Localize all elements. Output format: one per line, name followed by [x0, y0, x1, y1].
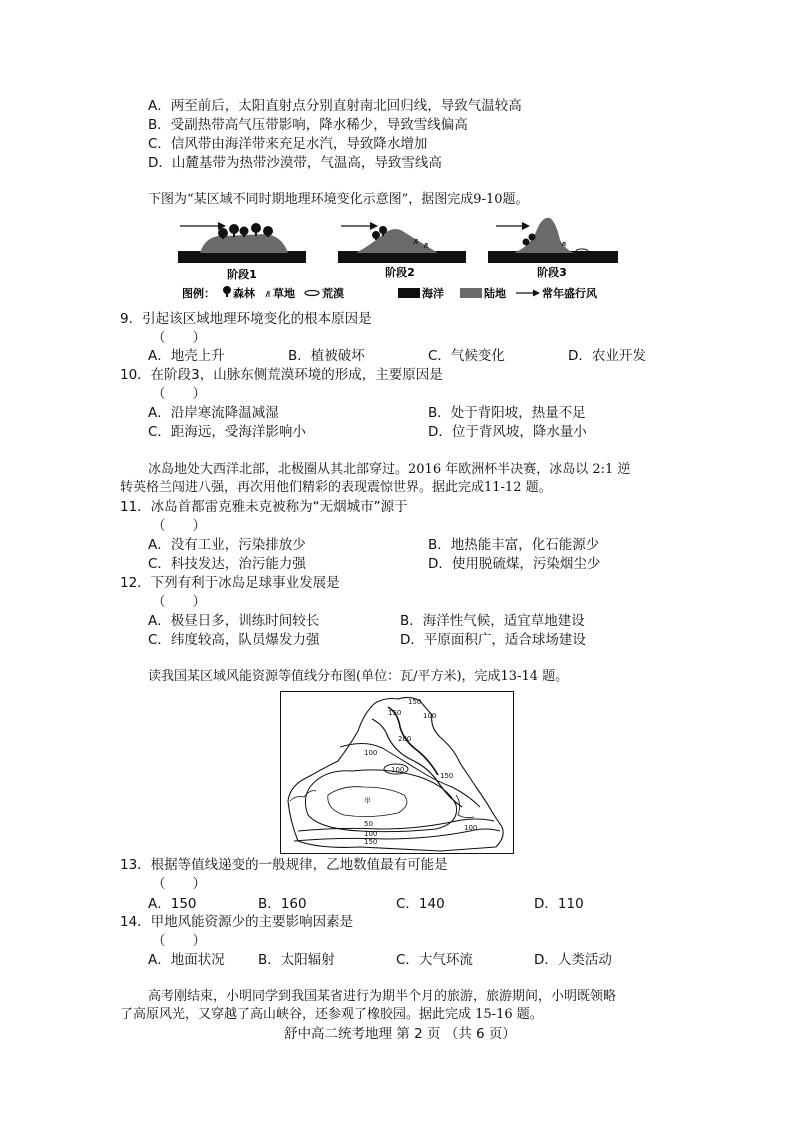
label-100-closed: 100	[391, 766, 405, 774]
q13-option-d: D．110	[534, 896, 584, 912]
q10-answer-bracket[interactable]: （ ）	[152, 386, 206, 402]
wind-arrow-head	[522, 222, 530, 230]
q10-stem: 10．在阶段3，山脉东侧荒漠环境的形成，主要原因是	[120, 367, 443, 383]
label-150-left: 150	[388, 709, 402, 717]
q9-option-a: A．地壳上升	[148, 348, 225, 364]
q14-option-b: B．太阳辐射	[258, 952, 335, 968]
q13-option-b: B．160	[258, 896, 307, 912]
q10-option-c: C．距海远，受海洋影响小	[148, 424, 306, 440]
q9-option-d: D．农业开发	[568, 348, 646, 364]
q10-option-b: B．处于背阳坡，热量不足	[428, 405, 586, 421]
intro-11-12-line1: 冰岛地处大西洋北部，北极圈从其北部穿过。2016 年欧洲杯半决赛，冰岛以 2:1 逆	[148, 462, 631, 477]
label-jia: 甲	[364, 797, 371, 805]
land-legend-icon	[460, 288, 482, 298]
q13-option-a: A．150	[148, 896, 197, 912]
legend-title: 图例：	[182, 287, 215, 300]
q11-answer-bracket[interactable]: （ ）	[152, 518, 206, 534]
forest-legend-icon	[223, 286, 231, 297]
q12-option-c: C．纬度较高，队员爆发力强	[148, 632, 320, 648]
q9-answer-bracket[interactable]: （ ）	[152, 330, 206, 346]
intro-11-12-line2: 转英格兰闯进八强，再次用他们精彩的表现震惊世界。据此完成11-12 题。	[120, 480, 552, 495]
label-100-south: 100	[364, 830, 378, 838]
q14-option-a: A．地面状况	[148, 952, 225, 968]
wind-arrow-head	[370, 222, 378, 230]
q12-answer-bracket[interactable]: （ ）	[152, 594, 206, 610]
q8-option-a: A．两至前后，太阳直射点分别直射南北回归线，导致气温较高	[148, 98, 522, 114]
q9-option-c: C．气候变化	[428, 348, 505, 364]
intro-15-16-line2: 了高原风光，又穿越了高山峡谷，还参观了橡胶园。据此完成 15-16 题。	[120, 1007, 543, 1022]
intro-15-16-line1: 高考刚结束，小明同学到我国某省进行为期半个月的旅游，旅游期间，小明既领略	[148, 989, 617, 1004]
stage-3-figure	[488, 218, 618, 263]
wind-legend-arrowhead	[533, 290, 540, 297]
legend-forest: 森林	[233, 287, 255, 300]
label-100-west: 100	[364, 749, 378, 757]
legend-wind: 常年盛行风	[542, 287, 597, 300]
label-50: 50	[364, 820, 373, 828]
legend-desert: 荒漠	[322, 287, 344, 300]
q12-stem: 12．下列有利于冰岛足球事业发展是	[120, 575, 340, 591]
ocean-legend-icon	[398, 288, 420, 298]
page-footer: 舒中高二统考地理 第 2 页 （共 6 页）	[284, 1026, 516, 1042]
q8-option-d: D．山麓基带为热带沙漠带，气温高，导致雪线高	[148, 155, 442, 171]
mountain-mass	[356, 229, 438, 253]
q10-option-d: D．位于背风坡，降水量小	[428, 424, 587, 440]
legend-grass: 草地	[273, 287, 295, 300]
q13-option-c: C．140	[396, 896, 445, 912]
q10-option-a: A．沿岸寒流降温减湿	[148, 405, 279, 421]
grass-legend-icon	[266, 291, 269, 297]
q13-answer-bracket[interactable]: （ ）	[152, 876, 206, 892]
stage-2-figure	[338, 222, 466, 263]
q11-option-a: A．没有工业，污染排放少	[148, 537, 306, 553]
stage-diagram	[176, 214, 620, 304]
intro-9-10: 下图为“某区域不同时期地理环境变化示意图”，据图完成9-10题。	[148, 192, 529, 207]
stage-1-figure	[178, 222, 306, 263]
label-150-east: 150	[440, 772, 454, 780]
q9-stem: 9．引起该区域地理环境变化的根本原因是	[120, 311, 372, 327]
q13-stem: 13．根据等值线递变的一般规律，乙地数值最有可能是	[120, 857, 448, 873]
q11-option-d: D．使用脱硫煤，污染烟尘少	[428, 556, 601, 572]
q14-option-d: D．人类活动	[534, 952, 612, 968]
label-150-top: 150	[408, 698, 422, 706]
intro-13-14: 读我国某区域风能资源等值线分布图(单位：瓦/平方米)，完成13-14 题。	[148, 669, 569, 684]
legend	[182, 286, 598, 300]
stage-2-label: 阶段2	[385, 266, 415, 279]
q8-option-c: C．信风带由海洋带来充足水汽，导致降水增加	[148, 136, 428, 152]
q9-option-b: B．植被破坏	[288, 348, 365, 364]
desert-legend-icon	[305, 291, 319, 296]
label-100-top: 100	[423, 712, 437, 720]
q12-option-b: B．海洋性气候，适宜草地建设	[400, 613, 585, 629]
q12-option-d: D．平原面积广，适合球场建设	[400, 632, 586, 648]
q14-stem: 14．甲地风能资源少的主要影响因素是	[120, 914, 354, 930]
stage-1-label: 阶段1	[227, 268, 257, 281]
q11-stem: 11．冰岛首都雷克雅未克被称为“无烟城市”源于	[120, 499, 408, 515]
legend-ocean: 海洋	[422, 287, 444, 300]
q14-option-c: C．大气环流	[396, 952, 473, 968]
q11-option-b: B．地热能丰富，化石能源少	[428, 537, 600, 553]
label-100-southeast: 100	[464, 824, 478, 832]
q14-answer-bracket[interactable]: （ ）	[152, 933, 206, 949]
q8-option-b: B．受副热带高气压带影响，降水稀少，导致雪线偏高	[148, 117, 468, 133]
q12-option-a: A．极昼日多，训练时间较长	[148, 613, 320, 629]
wind-energy-isoline-map	[280, 691, 514, 854]
label-200: 200	[398, 735, 412, 743]
label-150-south: 150	[364, 838, 378, 846]
stage-3-label: 阶段3	[537, 266, 567, 279]
q11-option-c: C．科技发达，治污能力强	[148, 556, 306, 572]
legend-land: 陆地	[484, 287, 506, 300]
